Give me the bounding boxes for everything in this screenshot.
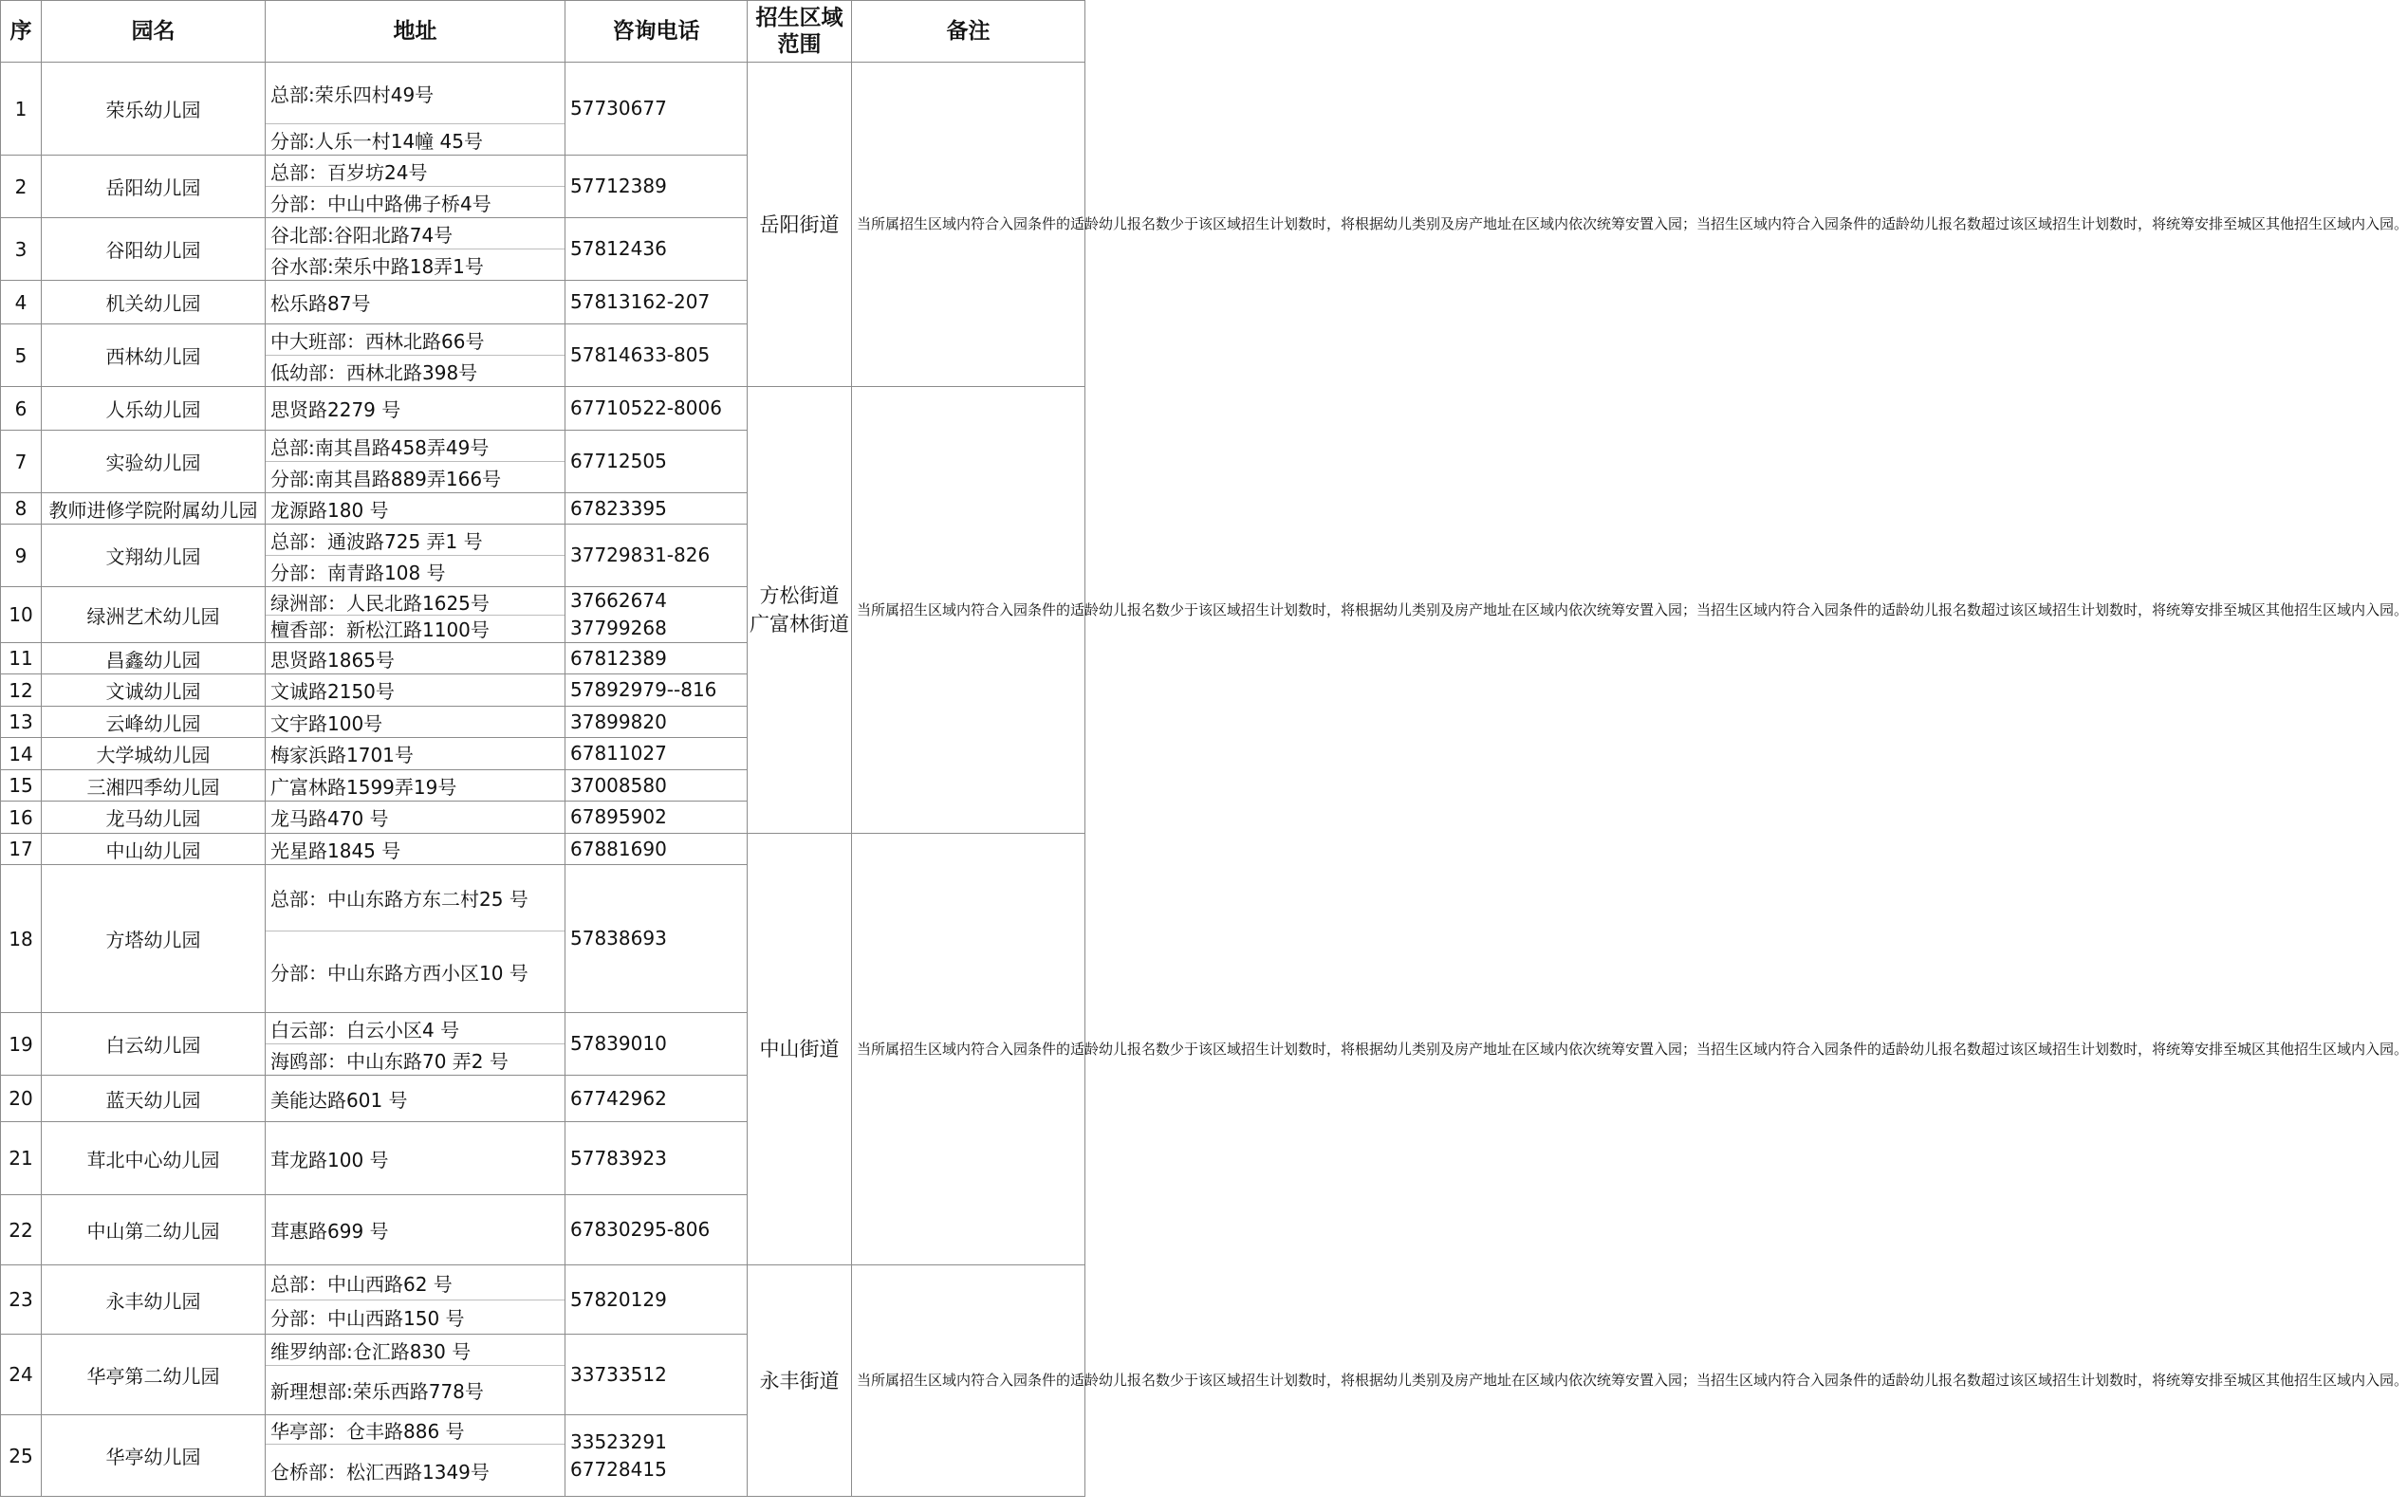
phone-number: 57812436 <box>570 237 667 260</box>
phone-number: 57838693 <box>570 927 667 950</box>
address-line: 总部：中山西路62 号 <box>270 1272 453 1296</box>
note-cell: 当所属招生区域内符合入园条件的适龄幼儿报名数少于该区域招生计划数时，将根据幼儿类别及房产地址在区域内依次统筹安置入园；当招生区域内符合入园条件的适龄幼儿报名数超过该区域招生计划数时，将统筹安排至城区其他招生区域内入园。 <box>852 387 1085 834</box>
address-line: 文诚路2150号 <box>270 680 395 703</box>
kindergarten-name: 蓝天幼儿园 <box>42 1076 266 1122</box>
phone-cell <box>565 707 748 738</box>
row-seq: 18 <box>1 865 42 1013</box>
address-line: 仓桥部：松汇西路1349号 <box>266 1444 565 1496</box>
area-name: 广富林街道 <box>750 613 849 636</box>
address-line: 广富林路1599弄19号 <box>270 775 457 799</box>
address-cell <box>266 1076 565 1122</box>
address-line: 分部：中山东路方西小区10 号 <box>266 931 565 1012</box>
kindergarten-name: 中山幼儿园 <box>42 834 266 865</box>
address-cell <box>266 1335 565 1415</box>
phone-cell <box>565 156 748 218</box>
note-cell: 当所属招生区域内符合入园条件的适龄幼儿报名数少于该区域招生计划数时，将根据幼儿类别及房产地址在区域内依次统筹安置入园；当招生区域内符合入园条件的适龄幼儿报名数超过该区域招生计划数时，将统筹安排至城区其他招生区域内入园。 <box>852 63 1085 387</box>
row-seq: 13 <box>1 707 42 738</box>
phone-cell <box>565 1265 748 1335</box>
phone-cell <box>565 587 748 643</box>
address-line: 总部：百岁坊24号 <box>270 160 428 184</box>
phone-number: 33523291 <box>570 1429 667 1453</box>
address-line: 松乐路87号 <box>270 292 371 315</box>
address-line: 总部:南其昌路458弄49号 <box>270 435 490 459</box>
phone-number: 57712389 <box>570 175 667 197</box>
address-line: 新理想部:荣乐西路778号 <box>266 1365 565 1414</box>
row-seq: 19 <box>1 1013 42 1076</box>
row-seq: 7 <box>1 431 42 493</box>
address-line: 思贤路1865号 <box>270 648 395 672</box>
phone-cell <box>565 1076 748 1122</box>
address-cell <box>266 834 565 865</box>
address-line: 分部：南青路108 号 <box>266 555 565 586</box>
address-cell <box>266 218 565 281</box>
address-cell <box>266 643 565 674</box>
address-cell <box>266 493 565 525</box>
phone-cell <box>565 865 748 1013</box>
table-body <box>1 63 2408 1497</box>
phone-number: 57839010 <box>570 1032 667 1055</box>
phone-number: 67812389 <box>570 646 667 670</box>
phone-cell <box>565 834 748 865</box>
kindergarten-name: 永丰幼儿园 <box>42 1265 266 1335</box>
phone-cell <box>565 1415 748 1497</box>
address-line: 茸惠路699 号 <box>270 1220 389 1243</box>
address-cell <box>266 674 565 707</box>
row-seq: 25 <box>1 1415 42 1497</box>
address-line: 光星路1845 号 <box>270 839 401 862</box>
kindergarten-name: 西林幼儿园 <box>42 324 266 387</box>
table-row <box>1 63 1085 156</box>
address-cell <box>266 63 565 156</box>
kindergarten-name: 文诚幼儿园 <box>42 674 266 707</box>
kindergarten-name: 云峰幼儿园 <box>42 707 266 738</box>
phone-cell <box>565 218 748 281</box>
row-seq: 4 <box>1 281 42 324</box>
area-name: 岳阳街道 <box>759 212 840 236</box>
row-seq: 24 <box>1 1335 42 1415</box>
address-line: 谷水部:荣乐中路18弄1号 <box>266 249 565 280</box>
header-seq: 序 <box>1 1 42 63</box>
row-seq: 1 <box>1 63 42 156</box>
address-line: 总部：中山东路方东二村25 号 <box>270 888 528 911</box>
address-line: 华亭部：仓丰路886 号 <box>270 1419 465 1443</box>
phone-cell <box>565 674 748 707</box>
area-name: 中山街道 <box>759 1038 840 1060</box>
address-cell <box>266 525 565 587</box>
row-seq: 2 <box>1 156 42 218</box>
header-area-line2: 范围 <box>777 32 822 57</box>
row-seq: 23 <box>1 1265 42 1335</box>
phone-cell <box>565 802 748 834</box>
phone-number: 67823395 <box>570 496 667 520</box>
phone-number: 37729831-826 <box>570 544 711 566</box>
kindergarten-name: 华亭幼儿园 <box>42 1415 266 1497</box>
phone-cell <box>565 493 748 525</box>
address-cell <box>266 387 565 431</box>
phone-cell <box>565 1335 748 1415</box>
row-seq: 5 <box>1 324 42 387</box>
address-line: 中大班部：西林北路66号 <box>270 329 485 353</box>
address-line: 海鸥部：中山东路70 弄2 号 <box>266 1043 565 1075</box>
address-line: 分部:人乐一村14幢 45号 <box>266 123 565 155</box>
address-line: 低幼部：西林北路398号 <box>266 355 565 386</box>
phone-cell <box>565 643 748 674</box>
address-cell <box>266 324 565 387</box>
row-seq: 20 <box>1 1076 42 1122</box>
address-cell <box>266 1013 565 1076</box>
phone-number: 37662674 <box>570 589 667 612</box>
kindergarten-name: 绿洲艺术幼儿园 <box>42 587 266 643</box>
phone-number: 67895902 <box>570 805 667 828</box>
kindergarten-name: 三湘四季幼儿园 <box>42 770 266 802</box>
address-line: 谷北部:谷阳北路74号 <box>270 223 454 247</box>
header-area-line1: 招生区域 <box>755 6 843 30</box>
address-line: 檀香部：新松江路1100号 <box>266 615 565 641</box>
phone-number: 37008580 <box>570 773 667 797</box>
phone-number: 67710522-8006 <box>570 396 722 419</box>
kindergarten-name: 机关幼儿园 <box>42 281 266 324</box>
row-seq: 17 <box>1 834 42 865</box>
row-seq: 15 <box>1 770 42 802</box>
row-seq: 6 <box>1 387 42 431</box>
address-cell <box>266 802 565 834</box>
address-line: 总部：通波路725 弄1 号 <box>270 529 483 553</box>
phone-number: 67811027 <box>570 742 667 765</box>
phone-number: 37899820 <box>570 710 667 733</box>
phone-cell <box>565 770 748 802</box>
kindergarten-name: 中山第二幼儿园 <box>42 1195 266 1265</box>
table-row <box>1 1265 1085 1335</box>
header-name: 园名 <box>42 1 266 63</box>
header-address: 地址 <box>266 1 565 63</box>
header-phone: 咨询电话 <box>565 1 748 63</box>
enrollment-area <box>748 1265 852 1497</box>
row-seq: 12 <box>1 674 42 707</box>
address-line: 龙源路180 号 <box>270 498 389 522</box>
kindergarten-name: 岳阳幼儿园 <box>42 156 266 218</box>
address-line: 分部：中山中路佛子桥4号 <box>266 186 565 217</box>
phone-number: 57730677 <box>570 97 667 120</box>
phone-number: 37799268 <box>570 617 667 639</box>
kindergarten-name: 实验幼儿园 <box>42 431 266 493</box>
address-cell <box>266 587 565 643</box>
phone-number: 57814633-805 <box>570 343 711 366</box>
row-seq: 21 <box>1 1122 42 1195</box>
kindergarten-name: 白云幼儿园 <box>42 1013 266 1076</box>
kindergarten-name: 文翔幼儿园 <box>42 525 266 587</box>
row-seq: 10 <box>1 587 42 643</box>
phone-number: 57813162-207 <box>570 290 711 313</box>
note-cell: 当所属招生区域内符合入园条件的适龄幼儿报名数少于该区域招生计划数时，将根据幼儿类别及房产地址在区域内依次统筹安置入园；当招生区域内符合入园条件的适龄幼儿报名数超过该区域招生计划数时，将统筹安排至城区其他招生区域内入园。 <box>852 1265 1085 1497</box>
phone-cell <box>565 63 748 156</box>
phone-number: 67830295-806 <box>570 1218 711 1241</box>
address-cell <box>266 770 565 802</box>
address-line: 分部：中山西路150 号 <box>266 1300 565 1334</box>
header-area <box>748 1 852 63</box>
kindergarten-name: 华亭第二幼儿园 <box>42 1335 266 1415</box>
header-note: 备注 <box>852 1 1085 63</box>
table-row <box>1 387 1085 431</box>
address-line: 绿洲部：人民北路1625号 <box>270 591 490 615</box>
kindergarten-name: 龙马幼儿园 <box>42 802 266 834</box>
table-row <box>1 834 1085 865</box>
address-cell <box>266 1195 565 1265</box>
address-line: 分部:南其昌路889弄166号 <box>266 461 565 492</box>
phone-number: 57892979--816 <box>570 678 717 701</box>
address-line: 梅家浜路1701号 <box>270 744 414 766</box>
row-seq: 22 <box>1 1195 42 1265</box>
phone-cell <box>565 1013 748 1076</box>
phone-number: 67881690 <box>570 837 667 860</box>
kindergarten-name: 方塔幼儿园 <box>42 865 266 1013</box>
kindergarten-name: 茸北中心幼儿园 <box>42 1122 266 1195</box>
address-line: 白云部：白云小区4 号 <box>270 1018 460 1042</box>
address-cell <box>266 1122 565 1195</box>
phone-cell <box>565 387 748 431</box>
address-cell <box>266 865 565 1013</box>
address-line: 文宇路100号 <box>270 711 383 735</box>
enrollment-area <box>748 63 852 387</box>
address-line: 龙马路470 号 <box>270 807 389 830</box>
phone-number: 67712505 <box>570 450 667 472</box>
address-line: 茸龙路100 号 <box>270 1148 389 1171</box>
address-cell <box>266 707 565 738</box>
phone-cell <box>565 1122 748 1195</box>
phone-cell <box>565 738 748 770</box>
address-cell <box>266 156 565 218</box>
address-cell <box>266 431 565 493</box>
note-cell: 当所属招生区域内符合入园条件的适龄幼儿报名数少于该区域招生计划数时，将根据幼儿类别及房产地址在区域内依次统筹安置入园；当招生区域内符合入园条件的适龄幼儿报名数超过该区域招生计划数时，将统筹安排至城区其他招生区域内入园。 <box>852 834 1085 1265</box>
row-seq: 11 <box>1 643 42 674</box>
address-line: 美能达路601 号 <box>270 1088 408 1112</box>
enrollment-area <box>748 834 852 1265</box>
phone-cell <box>565 431 748 493</box>
kindergarten-name: 昌鑫幼儿园 <box>42 643 266 674</box>
area-name: 永丰街道 <box>759 1369 840 1392</box>
phone-number: 57783923 <box>570 1146 667 1170</box>
phone-number: 57820129 <box>570 1287 667 1311</box>
address-cell <box>266 738 565 770</box>
address-cell <box>266 281 565 324</box>
kindergarten-name: 荣乐幼儿园 <box>42 63 266 156</box>
kindergarten-name: 教师进修学院附属幼儿园 <box>42 493 266 525</box>
address-cell <box>266 1265 565 1335</box>
phone-cell <box>565 525 748 587</box>
kindergarten-name: 人乐幼儿园 <box>42 387 266 431</box>
address-line: 维罗纳部:仓汇路830 号 <box>270 1339 472 1363</box>
enrollment-area <box>748 387 852 834</box>
address-cell <box>266 1415 565 1497</box>
phone-number: 67742962 <box>570 1086 667 1110</box>
phone-cell <box>565 281 748 324</box>
row-seq: 16 <box>1 802 42 834</box>
address-line: 思贤路2279 号 <box>270 398 401 421</box>
kindergarten-name: 谷阳幼儿园 <box>42 218 266 281</box>
phone-cell <box>565 1195 748 1265</box>
kindergarten-name: 大学城幼儿园 <box>42 738 266 770</box>
area-name: 方松街道 <box>759 584 840 607</box>
address-line: 总部:荣乐四村49号 <box>270 83 435 106</box>
row-seq: 3 <box>1 218 42 281</box>
row-seq: 9 <box>1 525 42 587</box>
row-seq: 14 <box>1 738 42 770</box>
row-seq: 8 <box>1 493 42 525</box>
phone-number: 67728415 <box>570 1457 667 1481</box>
phone-number: 33733512 <box>570 1362 667 1386</box>
phone-cell <box>565 324 748 387</box>
header-row <box>1 1 1085 63</box>
